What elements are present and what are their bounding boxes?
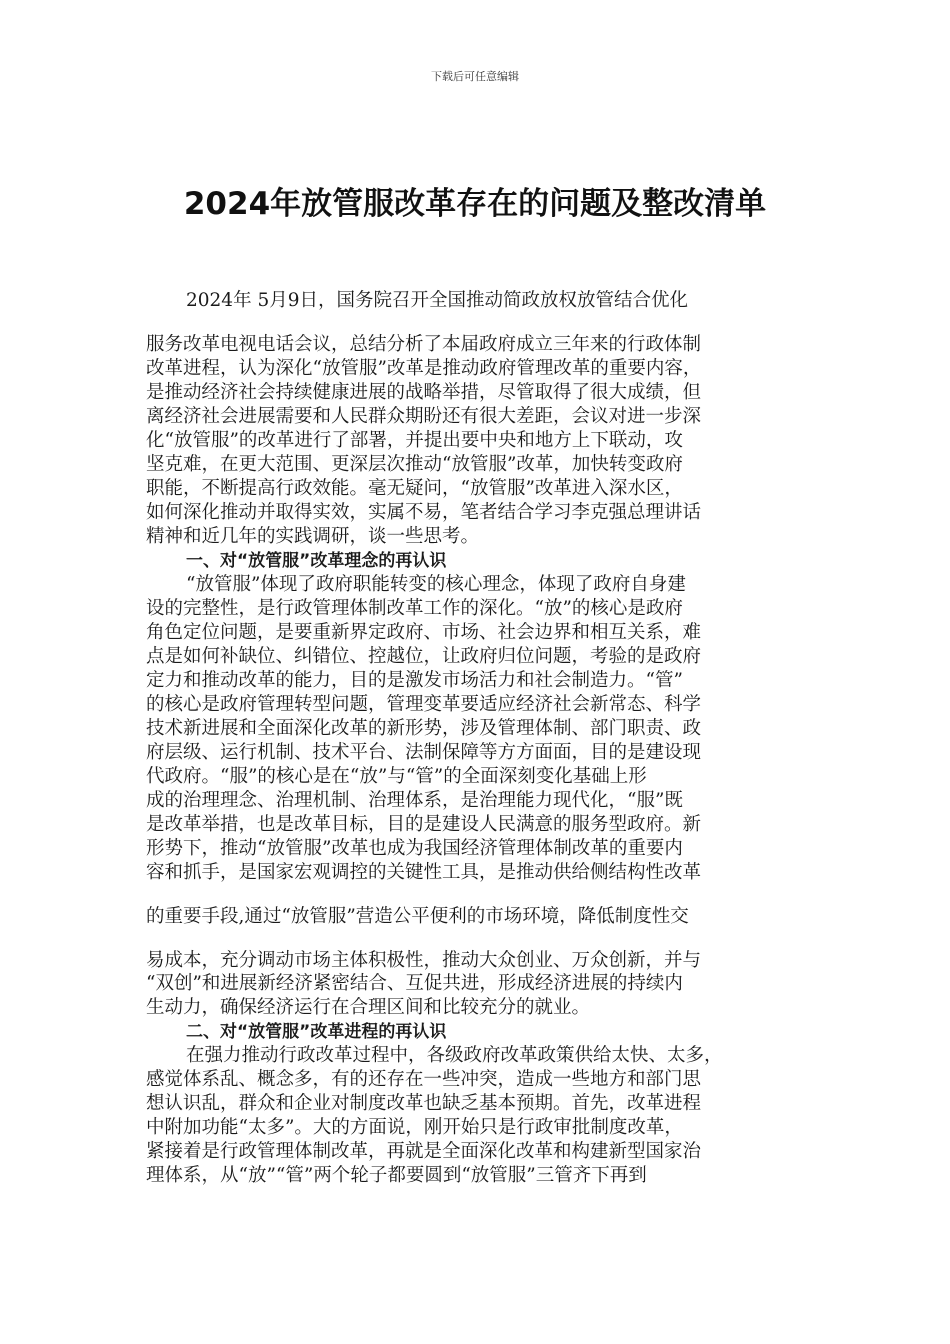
body-text-line: “双创”和进展新经济紧密结合、互促共进，形成经济进展的持续内 [146,973,683,994]
section-heading: 一、对“放管服”改革理念的再认识 [186,551,447,571]
body-text-line: 服务改革电视电话会议，总结分析了本届政府成立三年来的行政体制 [146,334,702,355]
body-text-line: 的重要手段,通过“放管服”营造公平便利的市场环境，降低制度性交 [146,906,689,927]
body-text-line: 紧接着是行政管理体制改革，再就是全面深化改革和构建新型国家治 [146,1141,702,1162]
body-text-line: 点是如何补缺位、纠错位、控越位，让政府归位问题，考验的是政府 [146,646,702,667]
body-text-line: 府层级、运行机制、技术平台、法制保障等方方面面，目的是建设现 [146,742,702,763]
body-text-line: 成的治理理念、治理机制、治理体系，是治理能力现代化，“服”既 [146,790,683,811]
body-text-line: 在强力推动行政改革过程中，各级政府改革政策供给太快、太多， [186,1045,723,1066]
body-text-line: 形势下，推动“放管服”改革也成为我国经济管理体制改革的重要内 [146,838,683,859]
body-text-line: 改革进程，认为深化“放管服”改革是推动政府管理改革的重要内容， [146,358,702,379]
body-text-line: 生动力，确保经济运行在合理区间和比较充分的就业。 [146,997,591,1018]
body-text-line: “放管服”体现了政府职能转变的核心理念，体现了政府自身建 [186,574,686,595]
body-text-line: 感觉体系乱、概念多，有的还存在一些冲突，造成一些地方和部门思 [146,1069,702,1090]
body-text-line: 技术新进展和全面深化改革的新形势，涉及管理体制、部门职责、政 [146,718,702,739]
page-header-note: 下载后可任意编辑 [431,70,519,83]
document-title: 2024年放管服改革存在的问题及整改清单 [183,186,767,222]
body-text-line: 是推动经济社会持续健康进展的战略举措，尽管取得了很大成绩，但 [146,382,702,403]
body-text-line: 角色定位问题，是要重新界定政府、市场、社会边界和相互关系，难 [146,622,702,643]
body-text-line: 如何深化推动并取得实效，实属不易，笔者结合学习李克强总理讲话 [146,502,702,523]
body-text-line: 设的完整性，是行政管理体制改革工作的深化。“放”的核心是政府 [146,598,683,619]
body-text-line: 易成本，充分调动市场主体积极性，推动大众创业、万众创新，并与 [146,950,702,971]
body-text-line: 定力和推动改革的能力，目的是激发市场活力和社会制造力。“管” [146,670,683,691]
body-text-line: 化“放管服”的改革进行了部署，并提出要中央和地方上下联动，攻 [146,430,683,451]
section-heading: 二、对“放管服”改革进程的再认识 [186,1022,447,1042]
body-text-line: 想认识乱，群众和企业对制度改革也缺乏基本预期。首先，改革进程 [146,1093,702,1114]
body-text-line: 精神和近几年的实践调研，谈一些思考。 [146,526,480,547]
body-text-line: 是改革举措，也是改革目标，目的是建设人民满意的服务型政府。新 [146,814,702,835]
body-text-line: 职能，不断提高行政效能。毫无疑问，“放管服”改革进入深水区， [146,478,683,499]
body-text-line: 的核心是政府管理转型问题，管理变革要适应经济社会新常态、科学 [146,694,702,715]
body-text-line: 2024年 5月9日，国务院召开全国推动简政放权放管结合优化 [186,290,689,311]
body-text-line: 坚克难，在更大范围、更深层次推动“放管服”改革，加快转变政府 [146,454,683,475]
body-text-line: 代政府。“服”的核心是在“放”与“管”的全面深刻变化基础上形 [146,766,647,787]
body-text-line: 容和抓手，是国家宏观调控的关键性工具，是推动供给侧结构性改革 [146,862,702,883]
body-text-line: 理体系，从“放”“管”两个轮子都要圆到“放管服”三管齐下再到 [146,1165,647,1186]
body-text-line: 离经济社会进展需要和人民群众期盼还有很大差距，会议对进一步深 [146,406,702,427]
body-text-line: 中附加功能“太多”。大的方面说，刚开始只是行政审批制度改革， [146,1117,683,1138]
